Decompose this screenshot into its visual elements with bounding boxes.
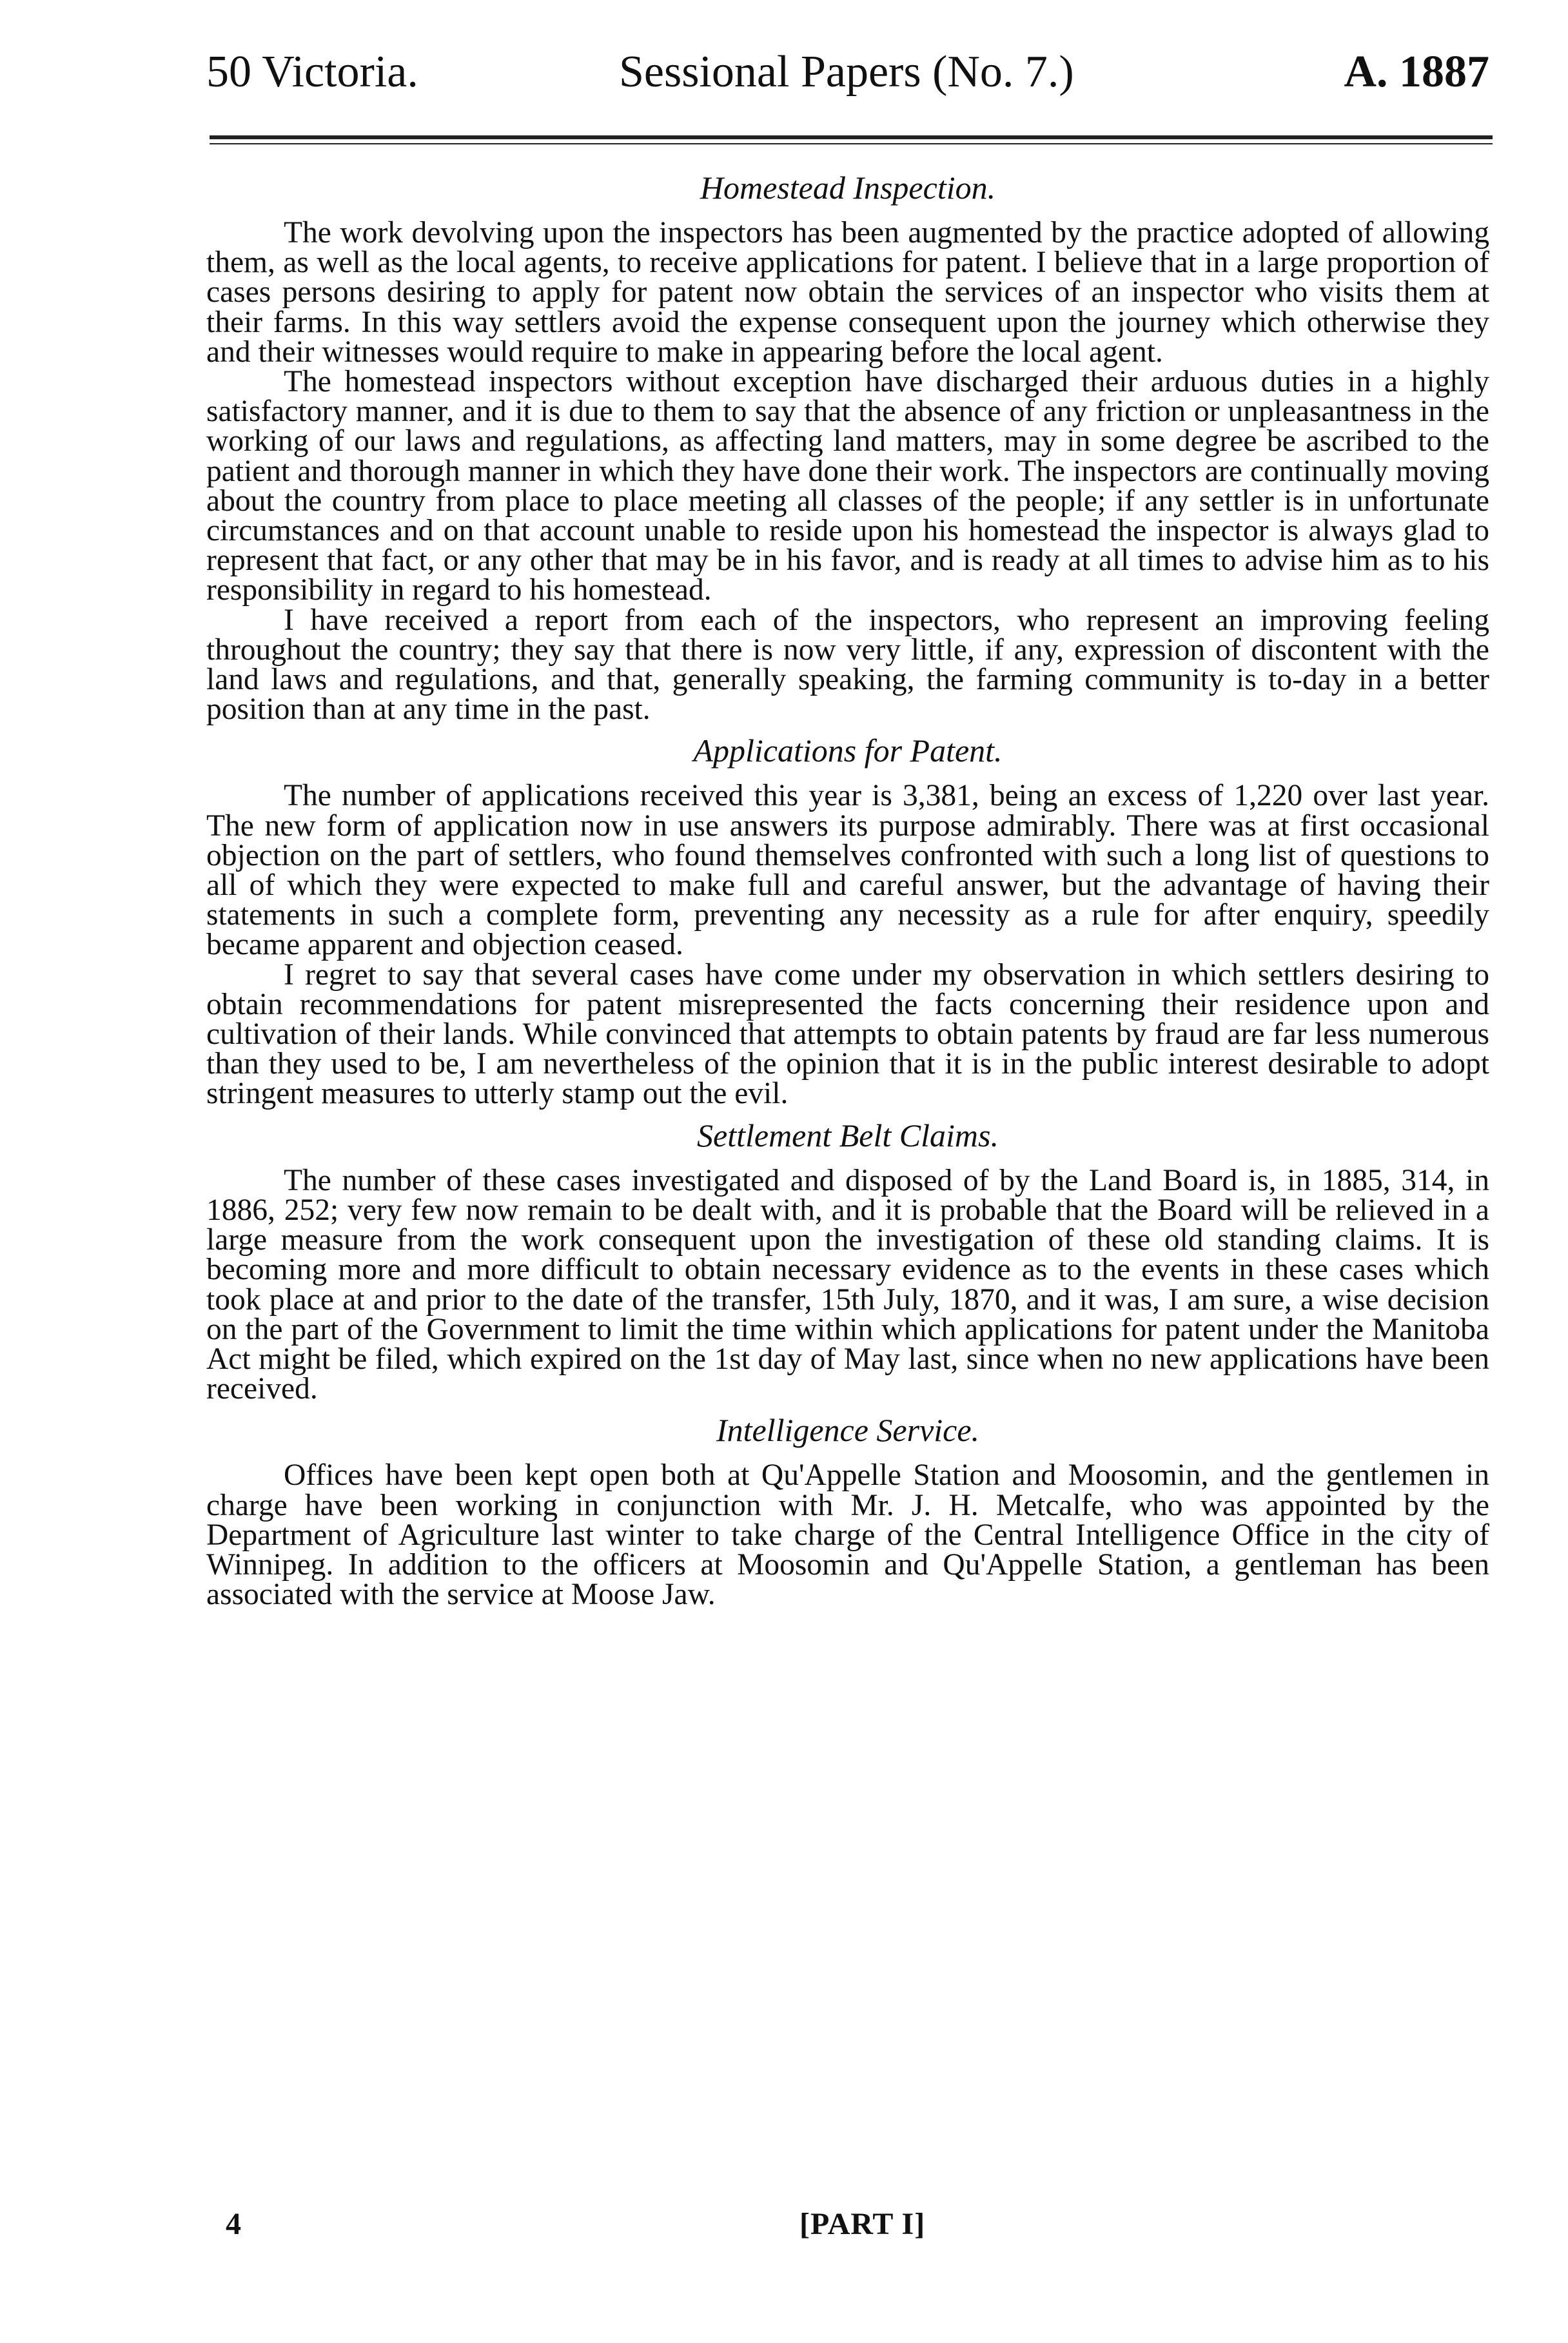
section-title-settlement-belt-claims: Settlement Belt Claims.	[697, 1117, 999, 1153]
header-year: A. 1887	[1344, 47, 1489, 97]
paragraph: I have received a report from each of the inspectors, who represent an improving feeling throughout the country; they say that there is now very little, if any, expression of discontent with the land laws and regulations, and that, generally speaking, the farming community is to-day in a better position than at any time in the past.	[206, 603, 1489, 727]
part-label: [PART I]	[799, 2207, 926, 2241]
paragraph: I regret to say that several cases have come under my observation in which settlers desiring to obtain recommendations for patent misrepresented the facts concerning their residence upon and cultivation of their lands. While convinced that attempts to obtain patents by fraud are far less numerous than they used to be, I am nevertheless of the opinion that it is in the public interest desirable to adopt stringent measures to utterly stamp out the evil.	[206, 957, 1489, 1111]
header-rule-thin	[210, 143, 1493, 144]
paragraph: The number of applications received this year is 3,381, being an excess of 1,220 over last year. The new form of application now in use answers its purpose admirably. There was at first occasional objection on the part of settlers, who found themselves confronted with such a long list of questions to all of which they were expected to make full and careful answer, but the advantage of having their statements in such a complete form, preventing any necessity as a rule for after enquiry, speedily became apparent and objection ceased.	[206, 779, 1489, 962]
page-body	[206, 169, 1489, 1612]
page-number: 4	[226, 2207, 241, 2241]
page-footer	[206, 2199, 1489, 2250]
section-title-applications-for-patent: Applications for Patent.	[693, 732, 1003, 769]
paragraph: The homestead inspectors without exception have discharged their arduous duties in a highly satisfactory manner, and it is due to them to say that the absence of any friction or unpleasantness in the working of our laws and regulations, as affecting land matters, may in some degree be ascribed to the patient and thorough manner in which they have done their work. The inspectors are continually moving about the country from place to place meeting all classes of the people; if any settler is in unfortunate circumstances and on that account unable to reside upon his homestead the inspector is always glad to represent that fact, or any other that may be in his favor, and is ready at all times to advise him as to his responsibility in regard to his homestead.	[206, 365, 1489, 607]
section-title-homestead-inspection: Homestead Inspection.	[700, 170, 996, 206]
section-title-intelligence-service: Intelligence Service.	[716, 1412, 980, 1449]
header-session: 50 Victoria.	[206, 47, 418, 97]
paragraph: The work devolving upon the inspectors has been augmented by the practice adopted of allowing them, as well as the local agents, to receive applications for patent. I believe that in a large proportion of cases persons desiring to apply for patent now obtain the services of an inspector who visits them at their farms. In this way settlers avoid the expense consequent upon the journey which otherwise they and their witnesses would require to make in appearing before the local agent.	[206, 216, 1489, 369]
header-rule-thick	[210, 135, 1493, 139]
paragraph: Offices have been kept open both at Qu'Appelle Station and Moosomin, and the gentlemen in charge have been working in conjunction with Mr. J. H. Metcalfe, who was appointed by the Department of Agriculture last winter to take charge of the Central Intelligence Office in the city of Winnipeg. In addition to the officers at Moosomin and Qu'Appelle Station, a gentleman has been associated with the service at Moose Jaw.	[206, 1458, 1489, 1612]
page-header	[206, 40, 1489, 104]
header-series: Sessional Papers (No. 7.)	[619, 47, 1074, 97]
paragraph: The number of these cases investigated and disposed of by the Land Board is, in 1885, 314, in 1886, 252; very few now remain to be dealt with, and it is probable that the Board will be relieved in a large measure from the work consequent upon the investigation of these old standing claims. It is becoming more and more difficult to obtain necessary evidence as to the events in these cases which took place at and prior to the date of the transfer, 15th July, 1870, and it was, I am sure, a wise decision on the part of the Government to limit the time within which applications for patent under the Manitoba Act might be filed, which expired on the 1st day of May last, since when no new applications have been received.	[206, 1163, 1489, 1406]
